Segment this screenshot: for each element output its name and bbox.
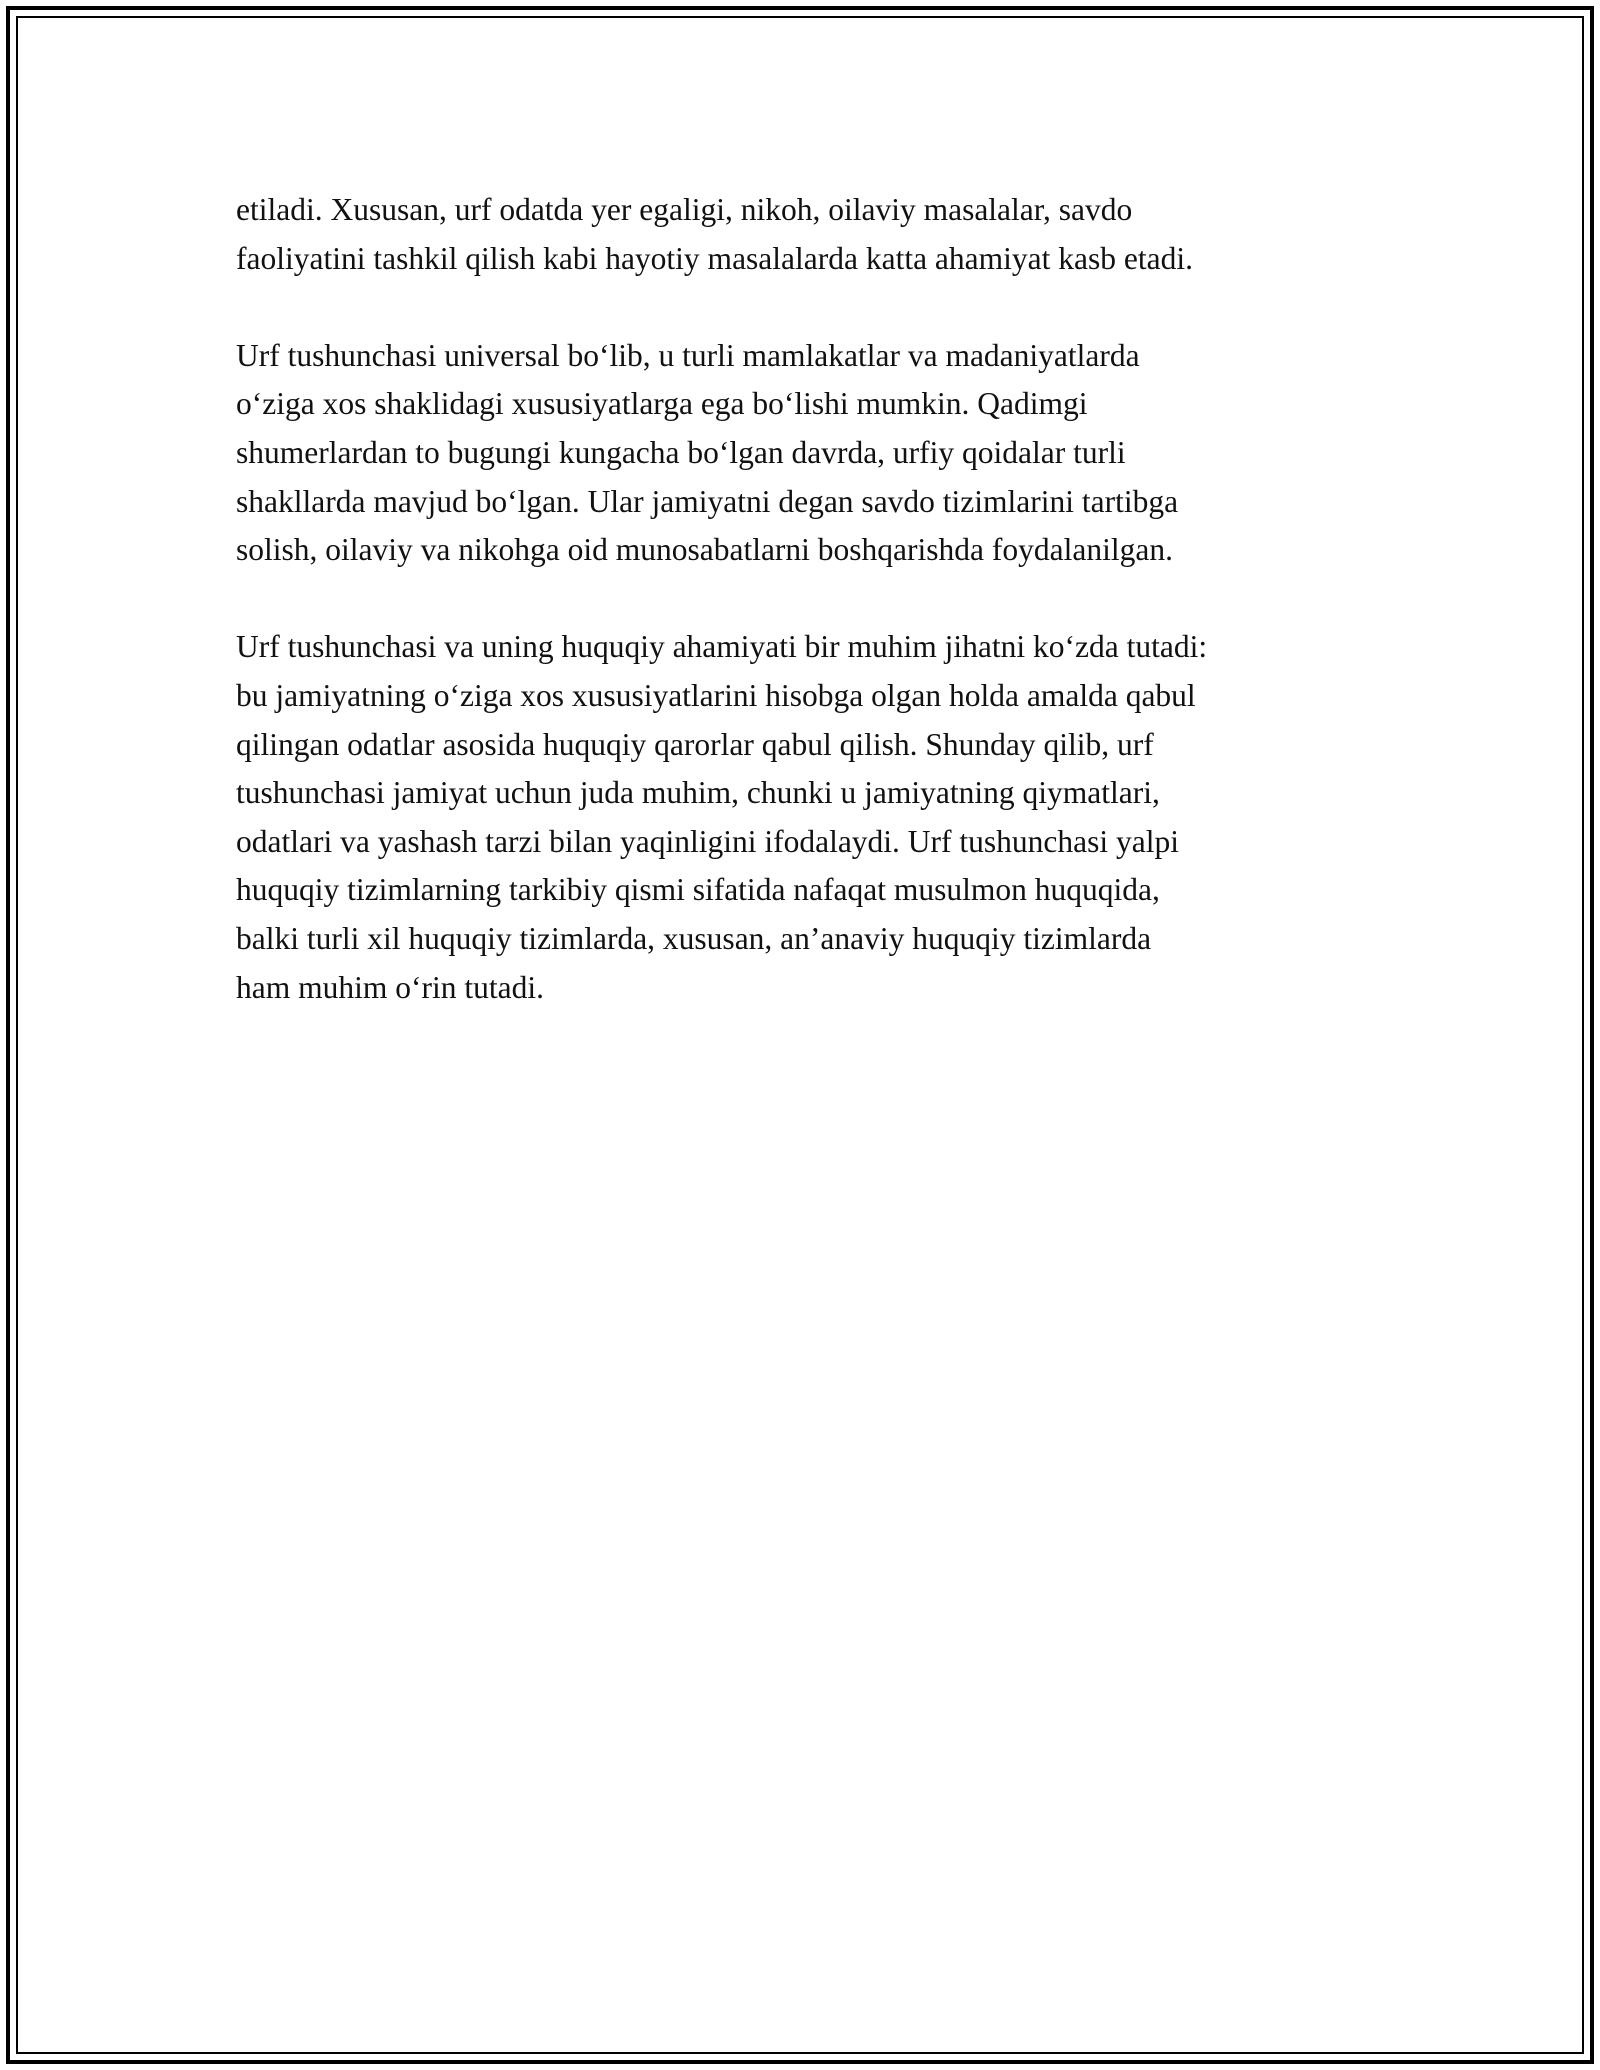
paragraph	[236, 332, 1376, 575]
text-line: solish, oilaviy va nikohga oid munosabatlarni boshqarishda foydalanilgan.	[236, 532, 1173, 568]
text-line: qilingan odatlar asosida huquqiy qarorlar qabul qilish. Shunday qilib, urf	[236, 726, 1154, 762]
text-line: shakllarda mavjud bo‘lgan. Ular jamiyatni degan savdo tizimlarini tartibga	[236, 483, 1179, 519]
text-line: Urf tushunchasi universal bo‘lib, u turli mamlakatlar va madaniyatlarda	[236, 337, 1140, 373]
paragraph	[236, 623, 1376, 1012]
text-line: bu jamiyatning o‘ziga xos xususiyatlarini hisobga olgan holda amalda qabul	[236, 677, 1196, 713]
text-line: shumerlardan to bugungi kungacha bo‘lgan davrda, urfiy qoidalar turli	[236, 434, 1126, 470]
text-line: faoliyatini tashkil qilish kabi hayotiy masalalarda katta ahamiyat kasb etadi.	[236, 240, 1193, 276]
text-line: balki turli xil huquqiy tizimlarda, xususan, an’anaviy huquqiy tizimlarda	[236, 920, 1152, 956]
text-line: odatlari va yashash tarzi bilan yaqinligini ifodalaydi. Urf tushunchasi yalpi	[236, 823, 1180, 859]
text-line: o‘ziga xos shaklidagi xususiyatlarga ega bo‘lishi mumkin. Qadimgi	[236, 386, 1088, 422]
paragraph	[236, 186, 1376, 283]
text-line: tushunchasi jamiyat uchun juda muhim, chunki u jamiyatning qiymatlari,	[236, 775, 1160, 811]
text-line: etiladi. Xususan, urf odatda yer egaligi, nikoh, oilaviy masalalar, savdo	[236, 192, 1133, 227]
document-body	[236, 186, 1376, 1012]
text-line: ham muhim o‘rin tutadi.	[236, 969, 544, 1005]
text-line: huquqiy tizimlarning tarkibiy qismi sifatida nafaqat musulmon huquqida,	[236, 872, 1160, 908]
text-line: Urf tushunchasi va uning huquqiy ahamiyati bir muhim jihatni ko‘zda tutadi:	[236, 629, 1208, 665]
